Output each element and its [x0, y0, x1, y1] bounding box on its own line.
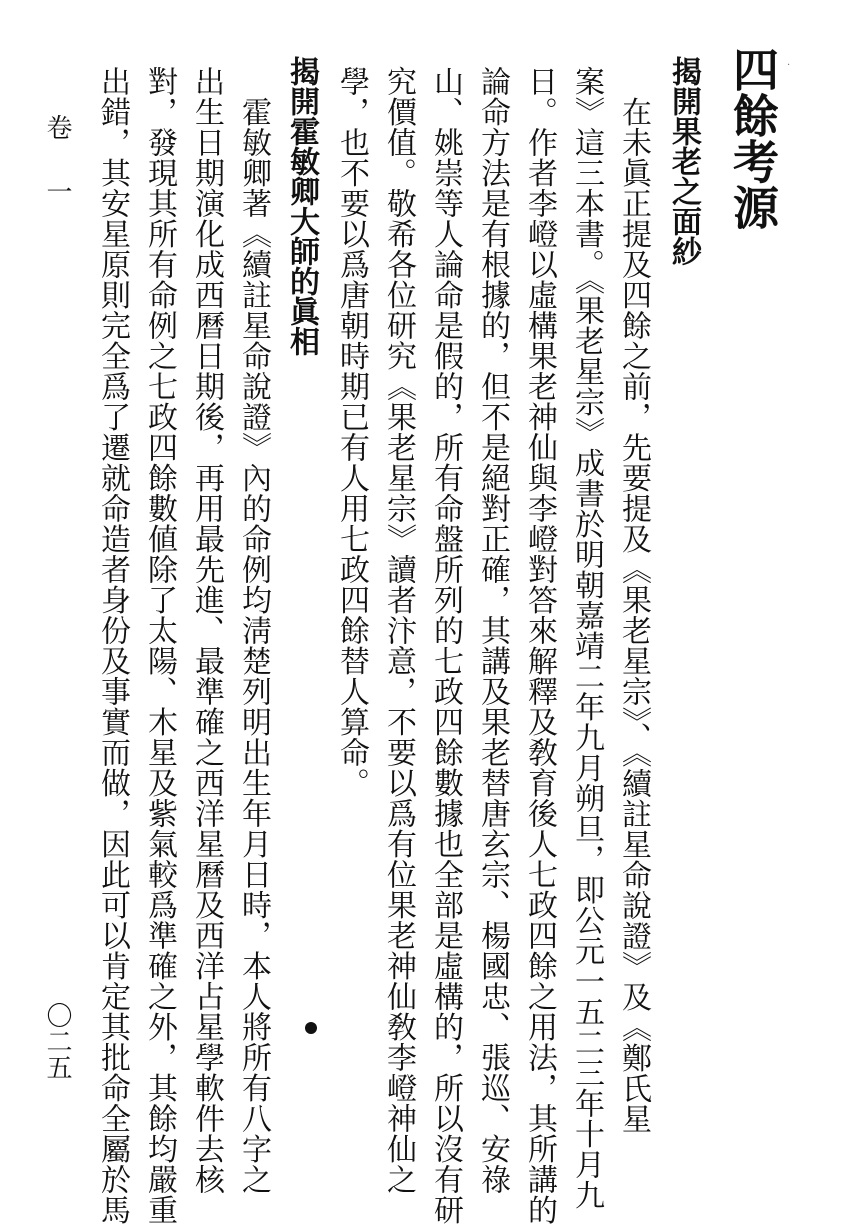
body-line: 日。作者李嶝以虛構果老神仙與李嶝對答來解釋及敎育後人七政四餘之用法，其所講的 — [522, 66, 557, 1225]
body-line: 出錯，其安星原則完全爲了遷就命造者身份及事實而做，因此可以肯定其批命全屬於馬 — [95, 66, 130, 1225]
body-line: 霍敏卿著《續註星命說證》內的命例均淸楚列明出生年月日時，本人將所有八字之 — [236, 66, 271, 1195]
body-line: 對，發現其所有命例之七政四餘數値除了太陽、木星及紫氣較爲準確之外，其餘均嚴重 — [142, 66, 177, 1225]
body-line: 究價值。敬希各位研究《果老星宗》讀者汴意，不要以爲有位果老神仙敎李嶝神仙之 — [381, 66, 416, 1195]
body-line: 學，也不要以爲唐朝時期已有人用七政四餘替人算命。 — [334, 66, 369, 798]
body-line: 論命方法是有根據的，但不是絕對正確，其講及果老替唐玄宗、楊國忠、張巡、安祿 — [475, 66, 510, 1195]
section-heading-1: 揭開果老之面紗 — [666, 56, 701, 266]
scan-mark: · — [787, 60, 791, 71]
page-number: 〇二五 — [42, 1002, 72, 1080]
volume-label: 卷 一 — [42, 114, 72, 210]
body-line: 在未眞正提及四餘之前，先要提及《果老星宗》、《續註星命說證》及《鄭氏星 — [616, 66, 651, 1134]
section-heading-2: 揭開霍敏卿大師的眞相 — [284, 56, 319, 356]
body-line: 出生日期演化成西曆日期後，再用最先進、最準確之西洋星曆及西洋占星學軟件去核 — [189, 66, 224, 1195]
page-title: 四餘考源 — [726, 46, 780, 230]
body-line: 案》這三本書。《果老星宗》成書於明朝嘉靖二年九月朔旦，即公元一五二三年十月九 — [569, 66, 604, 1210]
margin-dot — [305, 1022, 317, 1034]
body-line: 山、姚崇等人論命是假的，所有命盤所列的七政四餘數據也全部是虛構的，所以沒有研 — [428, 66, 463, 1225]
